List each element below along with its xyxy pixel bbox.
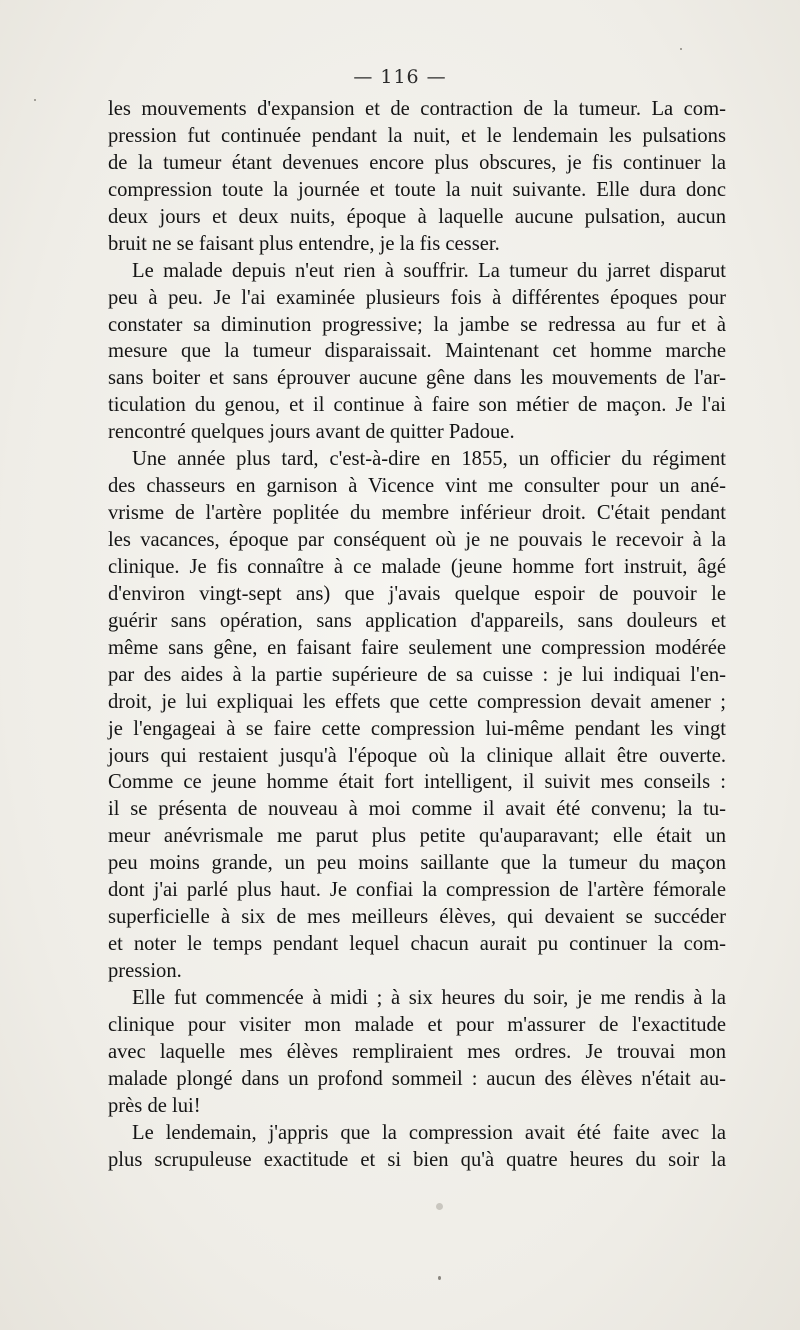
text-line: même sans gêne, en faisant faire seulement une compression modérée xyxy=(108,636,726,659)
text-line: rencontré quelques jours avant de quitter Padoue. xyxy=(108,421,515,444)
text-line: près de lui! xyxy=(108,1094,201,1117)
text-line: compression toute la journée et toute la nuit suivante. Elle dura donc xyxy=(108,178,726,201)
text-line: meur anévrismale me parut plus petite qu'auparavant; elle était un xyxy=(108,825,726,848)
text-line: guérir sans opération, sans application d'appareils, sans douleurs et xyxy=(108,609,726,632)
paper-speck xyxy=(34,99,36,101)
text-line: Le malade depuis n'eut rien à souffrir. La tumeur du jarret disparut xyxy=(132,259,726,282)
text-line: plus scrupuleuse exactitude et si bien qu'à quatre heures du soir la xyxy=(108,1148,726,1171)
text-line: de la tumeur étant devenues encore plus obscures, je fis continuer la xyxy=(108,151,726,174)
text-line: je l'engageai à se faire cette compression lui-même pendant les vingt xyxy=(108,717,726,740)
text-line: jours qui restaient jusqu'à l'époque où la clinique allait être ouverte. xyxy=(108,744,726,767)
page-number: — 116 — xyxy=(353,66,447,88)
text-line: sans boiter et sans éprouver aucune gêne dans les mouvements de l'ar- xyxy=(108,367,726,390)
text-line: clinique pour visiter mon malade et pour m'assurer de l'exactitude xyxy=(108,1013,726,1036)
text-line: les mouvements d'expansion et de contraction de la tumeur. La com- xyxy=(108,98,726,120)
paper-speck xyxy=(436,1203,443,1210)
text-line: deux jours et deux nuits, époque à laquelle aucune pulsation, aucun xyxy=(108,205,726,228)
paper-speck xyxy=(438,1276,441,1280)
text-line: peu à peu. Je l'ai examinée plusieurs fois à différentes époques pour xyxy=(108,286,726,309)
text-line: mesure que la tumeur disparaissait. Maintenant cet homme marche xyxy=(108,340,726,363)
text-line: droit, je lui expliquai les effets que cette compression devait amener ; xyxy=(108,690,726,713)
text-line: peu moins grande, un peu moins saillante que la tumeur du maçon xyxy=(108,852,726,875)
text-line: bruit ne se faisant plus entendre, je la fis cesser. xyxy=(108,232,500,255)
text-line: pression. xyxy=(108,960,182,982)
text-line: et noter le temps pendant lequel chacun aurait pu continuer la com- xyxy=(108,933,726,956)
text-line: vrisme de l'artère poplitée du membre inférieur droit. C'était pendant xyxy=(108,502,726,525)
text-line: pression fut continuée pendant la nuit, et le lendemain les pulsations xyxy=(108,124,726,147)
text-line: il se présenta de nouveau à moi comme il avait été convenu; la tu- xyxy=(108,798,726,821)
text-line: malade plongé dans un profond sommeil : aucun des élèves n'était au- xyxy=(108,1067,726,1090)
text-line: dont j'ai parlé plus haut. Je confiai la compression de l'artère fémorale xyxy=(108,879,726,902)
text-line: Elle fut commencée à midi ; à six heures du soir, je me rendis à la xyxy=(132,986,726,1009)
paper-speck xyxy=(680,48,682,50)
text-line: d'environ vingt-sept ans) que j'avais quelque espoir de pouvoir le xyxy=(108,582,726,605)
text-line: Le lendemain, j'appris que la compression avait été faite avec la xyxy=(132,1121,726,1144)
text-line: ticulation du genou, et il continue à faire son métier de maçon. Je l'ai xyxy=(108,394,726,417)
text-line: Une année plus tard, c'est-à-dire en 1855, un officier du régiment xyxy=(132,448,726,471)
text-line: Comme ce jeune homme était fort intelligent, il suivit mes conseils : xyxy=(108,771,726,794)
text-line: constater sa diminution progressive; la jambe se redressa au fur et à xyxy=(108,313,726,336)
text-line: avec laquelle mes élèves rempliraient mes ordres. Je trouvai mon xyxy=(108,1040,726,1063)
body-text xyxy=(108,96,726,1174)
text-line: clinique. Je fis connaître à ce malade (jeune homme fort instruit, âgé xyxy=(108,555,726,578)
text-line: des chasseurs en garnison à Vicence vint me consulter pour un ané- xyxy=(108,475,726,498)
text-line: superficielle à six de mes meilleurs élèves, qui devaient se succéder xyxy=(108,906,726,929)
text-line: les vacances, époque par conséquent où je ne pouvais le recevoir à la xyxy=(108,529,726,551)
text-line: par des aides à la partie supérieure de sa cuisse : je lui indiquai l'en- xyxy=(108,663,726,686)
